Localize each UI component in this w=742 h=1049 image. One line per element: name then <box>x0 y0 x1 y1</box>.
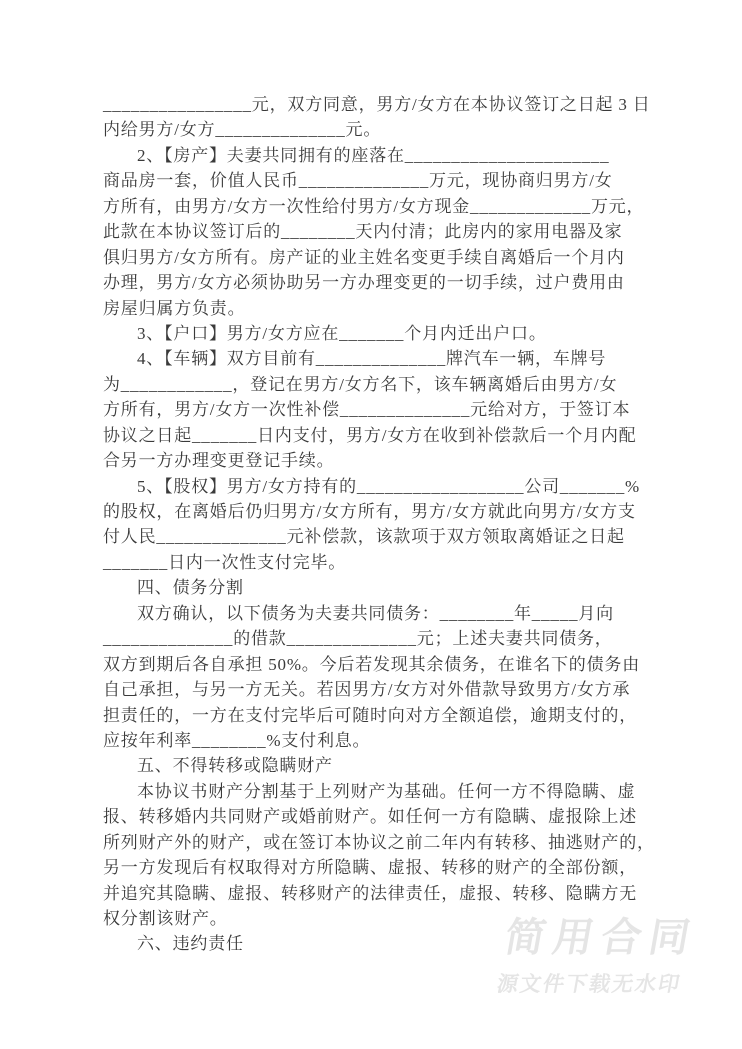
text-line: 另一方发现后有权取得对方所隐瞒、虚报、转移的财产的全部份额， <box>103 858 637 878</box>
text-line: _______日内一次性支付完毕。 <box>103 552 347 572</box>
text-line: 商品房一套，价值人民币______________万元，现协商归男方/女 <box>103 171 613 191</box>
text-line: 双方到期后各自承担 50%。今后若发现其余债务，在谁名下的债务由 <box>103 654 641 674</box>
text-line: 并追究其隐瞒、虚报、转移财产的法律责任，虚报、转移、隐瞒方无 <box>103 883 637 903</box>
text-line: 应按年利率________%支付利息。 <box>103 730 371 750</box>
text-line: 五、不得转移或隐瞒财产 <box>137 756 333 776</box>
text-line: 本协议书财产分割基于上列财产为基础。任何一方不得隐瞒、虚 <box>137 781 636 801</box>
text-line: 六、违约责任 <box>137 934 244 954</box>
text-line: 所列财产外的财产，或在签订本协议之前二年内有转移、抽逃财产的， <box>103 832 655 852</box>
text-line: 办理，男方/女方必须协助另一方办理变更的一切手续，过户费用由 <box>103 273 625 293</box>
text-line: 5、【股权】男方/女方持有的__________________公司_______% <box>137 476 640 496</box>
text-line: 俱归男方/女方所有。房产证的业主姓名变更手续自离婚后一个月内 <box>103 247 625 267</box>
text-line: 为____________，登记在男方/女方名下，该车辆离婚后由男方/女 <box>103 374 618 394</box>
text-line: 双方确认，以下债务为夫妻共同债务：________年_____月向 <box>137 603 614 623</box>
text-line: ________________元，双方同意，男方/女方在本协议签订之日起 3 日 <box>103 95 651 114</box>
watermark-title: 简用合同 <box>501 916 702 960</box>
text-line: 此款在本协议签订后的________天内付清；此房内的家用电器及家 <box>103 222 623 242</box>
text-line: 报、转移婚内共同财产或婚前财产。如任何一方有隐瞒、虚报除上述 <box>103 807 637 827</box>
text-line: 付人民______________元补偿款，该款项于双方领取离婚证之日起 <box>103 527 625 547</box>
text-line: 3、【户口】男方/女方应在_______个月内迁出户口。 <box>137 323 547 343</box>
text-line: 的股权，在离婚后仍归男方/女方所有，男方/女方就此向男方/女方支 <box>103 502 636 521</box>
text-line: 4、【车辆】双方目前有______________牌汽车一辆，车牌号 <box>137 349 607 369</box>
text-line: 房屋归属方负责。 <box>103 298 246 318</box>
document-body <box>103 92 655 957</box>
text-line: 合另一方办理变更登记手续。 <box>103 451 335 471</box>
watermark-subtitle: 源文件下载无水印 <box>495 973 684 996</box>
text-line: 四、债务分割 <box>137 578 244 598</box>
text-line: 担责任的，一方在支付完毕后可随时向对方全额追偿，逾期支付的， <box>103 705 637 725</box>
text-line: 2、【房产】夫妻共同拥有的座落在______________________ <box>137 145 610 165</box>
text-line: 自己承担，与另一方无关。若因男方/女方对外借款导致男方/女方承 <box>103 680 631 700</box>
text-line: ______________的借款______________元；上述夫妻共同债务， <box>103 629 613 649</box>
text-line: 权分割该财产。 <box>103 909 228 928</box>
text-line: 方所有，由男方/女方一次性给付男方/女方现金_____________万元， <box>103 196 645 216</box>
text-line: 内给男方/女方______________元。 <box>103 120 382 140</box>
text-line: 协议之日起_______日内支付，男方/女方在收到补偿款后一个月内配 <box>103 425 637 445</box>
text-line: 方所有，男方/女方一次性补偿______________元给对方，于签订本 <box>103 400 631 420</box>
